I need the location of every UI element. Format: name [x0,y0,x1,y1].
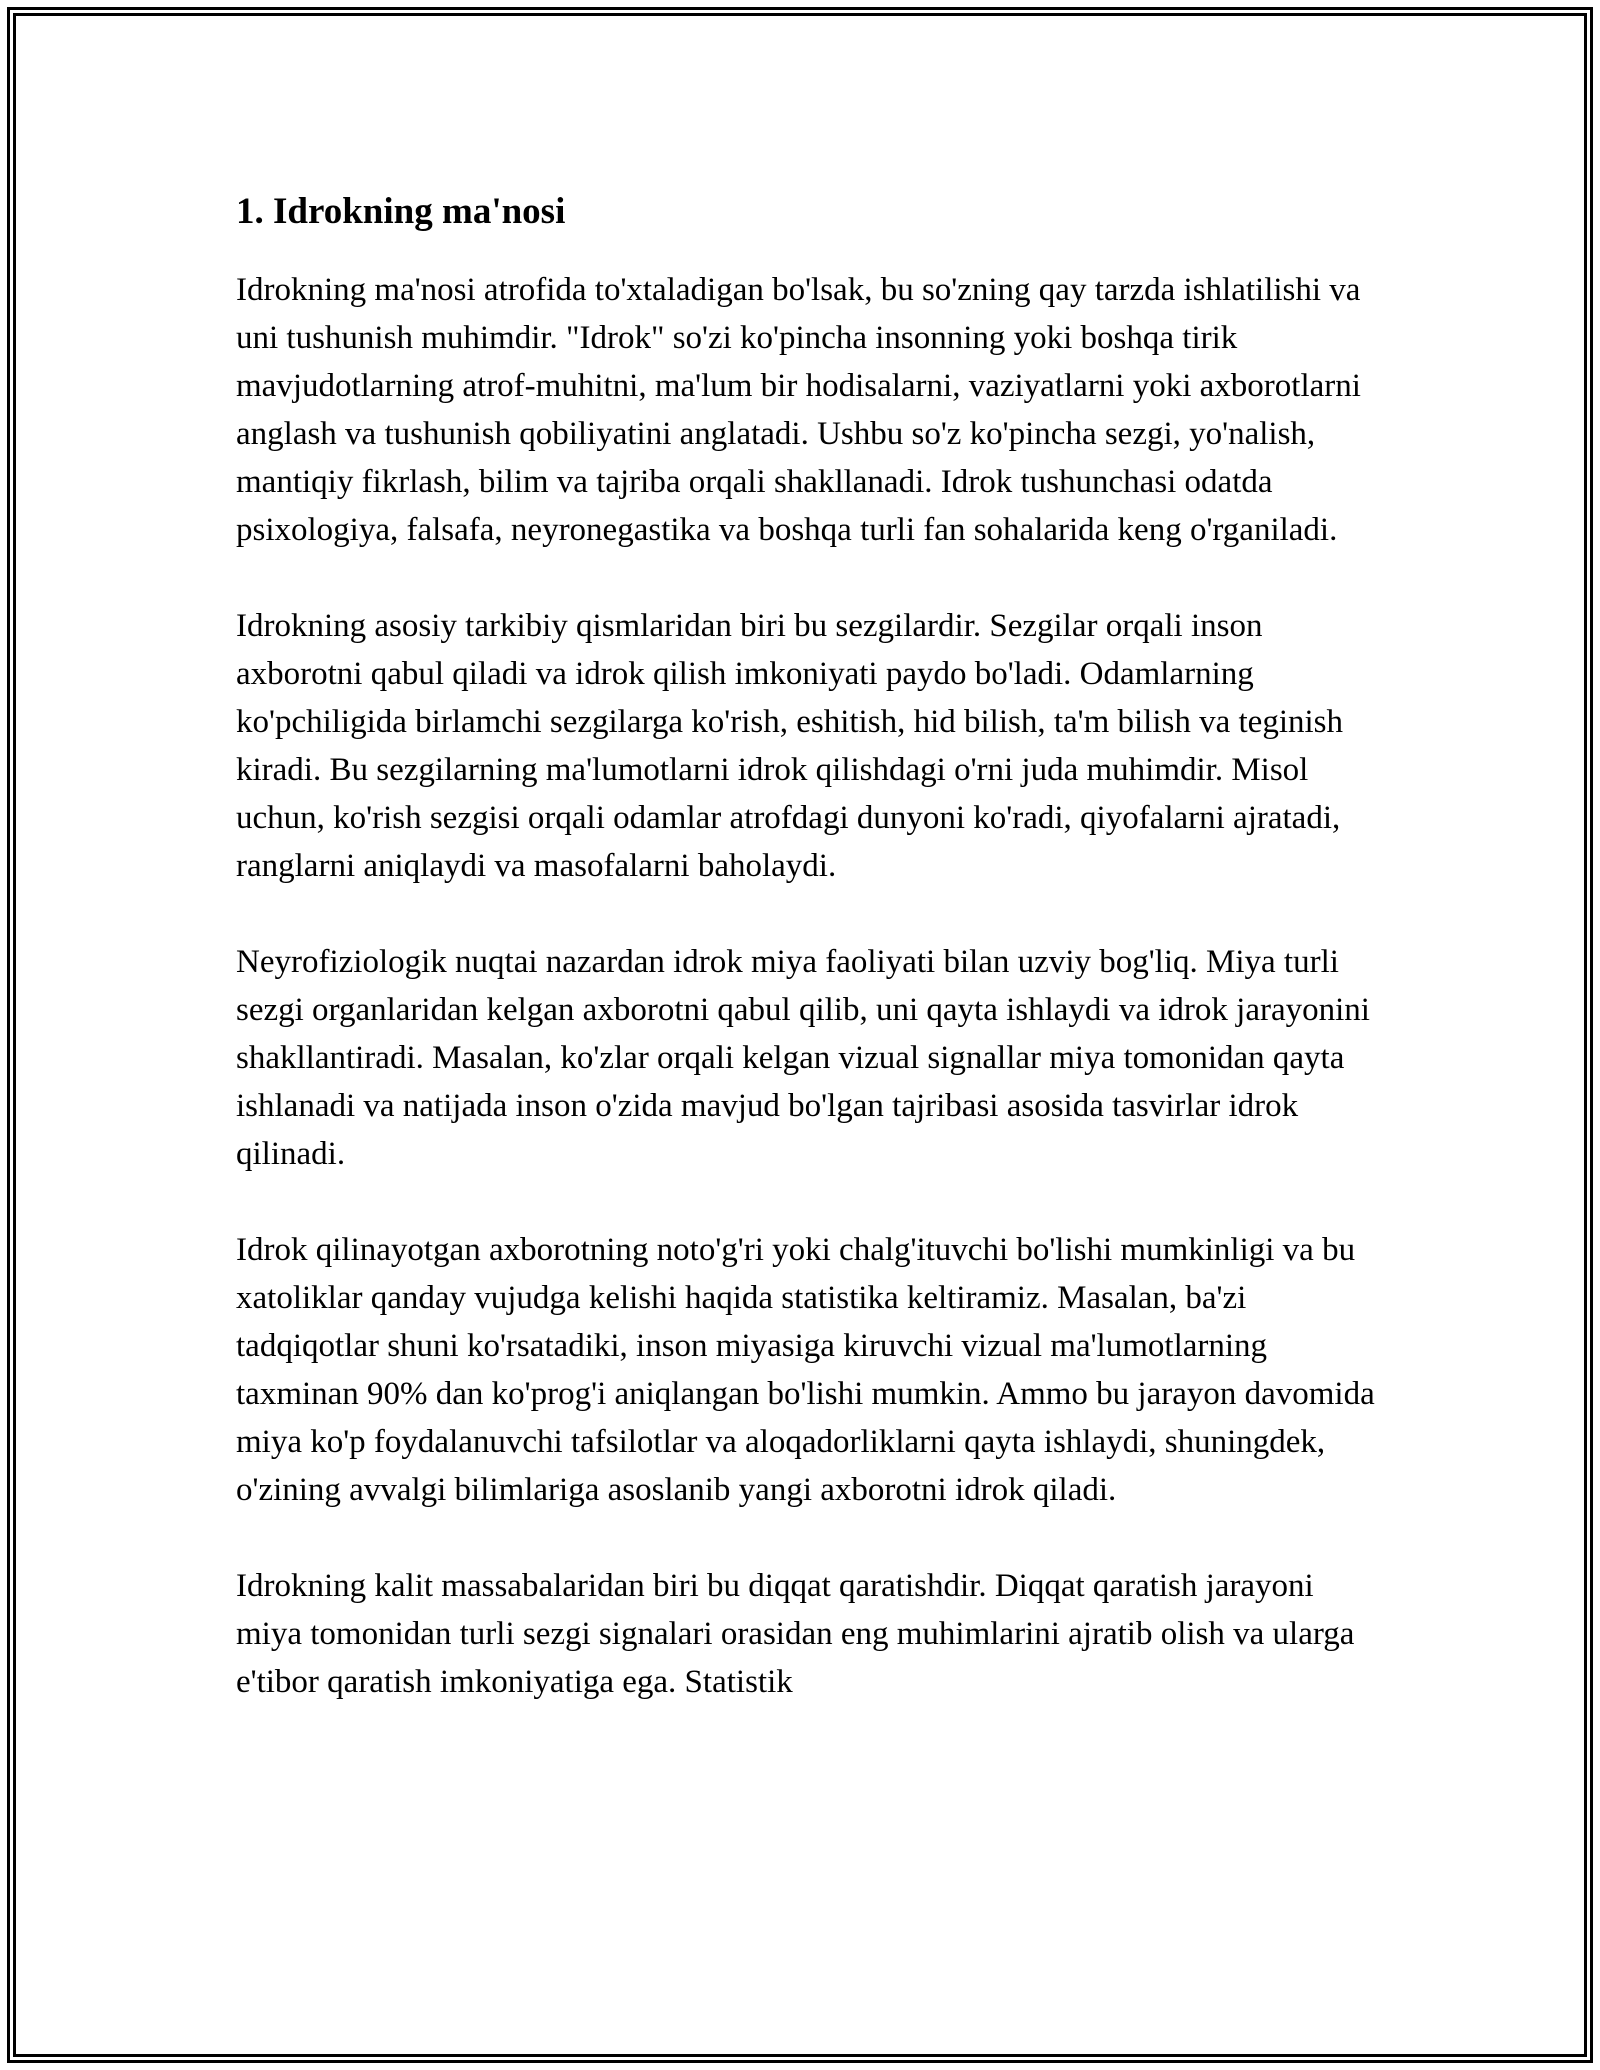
paragraph-2: Idrokning asosiy tarkibiy qismlaridan biri bu sezgilardir. Sezgilar orqali inson axborotni qabul qiladi va idrok qilish imkoniyati paydo bo'ladi. Odamlarning ko'pchiligida birlamchi sezgilarga ko'rish, eshitish, hid bilish, ta'm bilish va teginish kiradi. Bu sezgilarning ma'lumotlarni idrok qilishdagi o'rni juda muhimdir. Misol uchun, ko'rish sezgisi orqali odamlar atrofdagi dunyoni ko'radi, qiyofalarni ajratadi, ranglarni aniqlaydi va masofalarni baholaydi. [236,608,1343,884]
section-heading: 1. Idrokning ma'nosi [236,191,566,232]
paragraph-5: Idrokning kalit massabalaridan biri bu diqqat qaratishdir. Diqqat qaratish jarayoni miya tomonidan turli sezgi signalari orasidan eng muhimlarini ajratib olish va ularga e'tibor qaratish imkoniyatiga ega. Statistik [236,1568,1355,1700]
paragraph-4: Idrok qilinayotgan axborotning noto'g'ri yoki chalg'ituvchi bo'lishi mumkinligi va bu xatoliklar qanday vujudga kelishi haqida statistika keltiramiz. Masalan, ba'zi tadqiqotlar shuni ko'rsatadiki, inson miyasiga kiruvchi vizual ma'lumotlarning taxminan 90% dan ko'prog'i aniqlangan bo'lishi mumkin. Ammo bu jarayon davomida miya ko'p foydalanuvchi tafsilotlar va aloqadorliklarni qayta ishlaydi, shuningdek, o'zining avvalgi bilimlariga asoslanib yangi axborotni idrok qiladi. [236,1232,1375,1508]
paragraph-1: Idrokning ma'nosi atrofida to'xtaladigan bo'lsak, bu so'zning qay tarzda ishlatilishi va uni tushunish muhimdir. "Idrok" so'zi ko'pincha insonning yoki boshqa tirik mavjudotlarning atrof-muhitni, ma'lum bir hodisalarni, vaziyatlarni yoki axborotlarni anglash va tushunish qobiliyatini anglatadi. Ushbu so'z ko'pincha sezgi, yo'nalish, mantiqiy fikrlash, bilim va tajriba orqali shakllanadi. Idrok tushunchasi odatda psixologiya, falsafa, neyronegastika va boshqa turli fan sohalarida keng o'rganiladi. [236,272,1361,548]
document-body [236,186,1386,1754]
paragraph-3: Neyrofiziologik nuqtai nazardan idrok miya faoliyati bilan uzviy bog'liq. Miya turli sezgi organlaridan kelgan axborotni qabul qilib, uni qayta ishlaydi va idrok jarayonini shakllantiradi. Masalan, ko'zlar orqali kelgan vizual signallar miya tomonidan qayta ishlanadi va natijada inson o'zida mavjud bo'lgan tajribasi asosida tasvirlar idrok qilinadi. [236,944,1370,1172]
